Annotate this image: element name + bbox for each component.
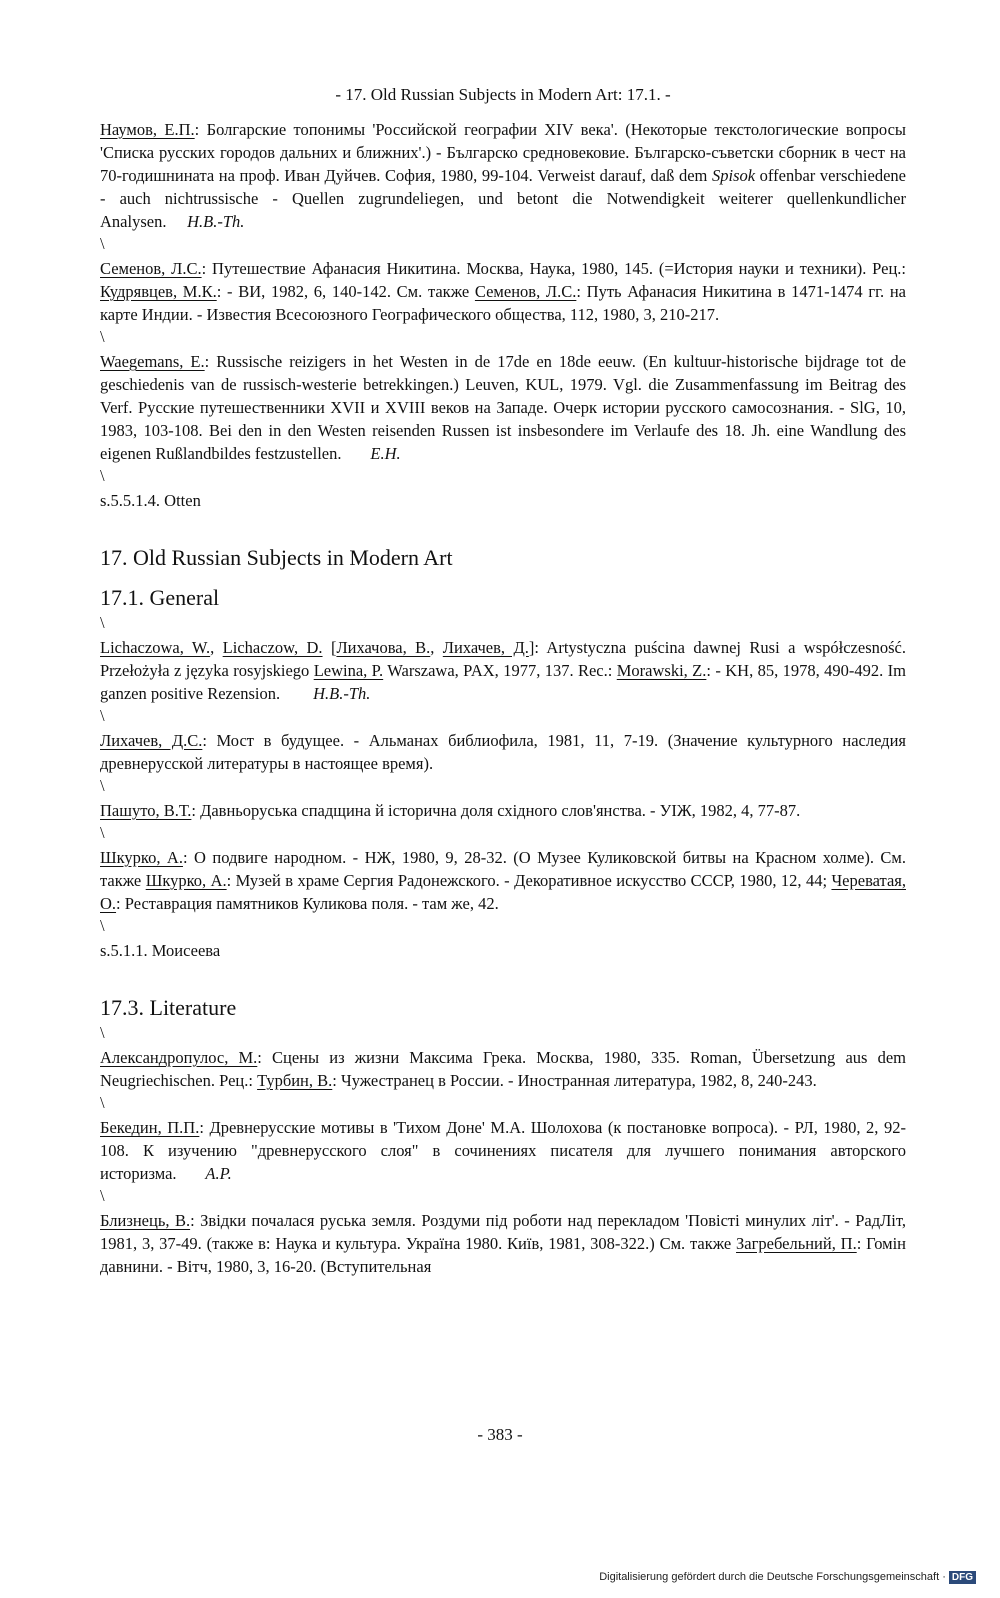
cross-reference[interactable]: s.5.1.1. Моисеева <box>100 941 221 960</box>
dfg-logo-icon: DFG <box>949 1571 976 1584</box>
entry-author[interactable]: Lichaczowa, W. <box>100 638 211 657</box>
bibliography-entry: Бекедин, П.П.: Древнерусские мотивы в 'Тихом Доне' М.А. Шолохова (к постановке вопроса). - РЛ, 1980, 2, 92-108. К изучению "древнерусского слоя" в сочинениях писателя для лучшего понимания авторского историзма. A.P. <box>100 1118 906 1183</box>
page-number: - 383 - <box>477 1425 523 1444</box>
cross-ref-author[interactable]: Morawski, Z. <box>616 661 707 680</box>
cross-ref-author[interactable]: Череватая, О. <box>100 871 906 913</box>
entry-separator: \ <box>100 234 105 253</box>
reviewer-initials: H.B.-Th. <box>187 212 245 231</box>
cross-reference[interactable]: s.5.5.1.4. Otten <box>100 491 201 510</box>
bibliography-entry: Семенов, Л.С.: Путешествие Афанасия Никитина. Москва, Наука, 1980, 145. (=История науки и техники). Рец.: Кудрявцев, М.К.: - ВИ, 1982, 6, 140-142. См. также Семенов, Л.С.: Путь Афанасия Никитина в 1471-1474 гг. на карте Индии. - Известия Всесоюзного Географического общества, 112, 1980, 3, 210-217. <box>100 259 906 324</box>
entry-separator: \ <box>100 1023 105 1042</box>
entry-separator: \ <box>100 1186 105 1205</box>
cross-ref-author[interactable]: Загребельний, П. <box>736 1234 857 1253</box>
cross-ref-author[interactable]: Кудрявцев, М.К. <box>100 282 217 301</box>
entry-separator: \ <box>100 613 105 632</box>
entry-author[interactable]: Бекедин, П.П. <box>100 1118 200 1137</box>
entry-separator: \ <box>100 466 105 485</box>
cross-ref-author[interactable]: Шкурко, А. <box>145 871 227 890</box>
entry-author[interactable]: Наумов, Е.П. <box>100 120 195 139</box>
bibliography-entry: Waegemans, E.: Russische reizigers in het Westen in de 17de en 18de eeuw. (En kultuur-historische bijdrage tot de geschiedenis van de russisch-westerie betrekkingen.) Leuven, KUL, 1979. Vgl. die Zusammenfassung im Beitrag des Verf. Русские путешественники XVII и XVIII веков на Западе. Очерк истории русского самосознания. - SlG, 10, 1983, 103-108. Bei den in den Westen reisenden Russen ist insbesondere im Verlaufe des 18. Jh. eine Wandlung des eigenen Rußlandbildes festzustellen. E.H. <box>100 352 906 463</box>
reviewer-initials: E.H. <box>370 444 401 463</box>
entry-separator: \ <box>100 823 105 842</box>
entry-separator: \ <box>100 706 105 725</box>
bibliography-entry: Lichaczowa, W., Lichaczow, D. [Лихачова, В., Лихачев, Д.]: Artystyczna puścina dawnej Rusi a współczesność. Przełożyła z języka rosyjskiego Lewina, P. Warszawa, PAX, 1977, 137. Rec.: Morawski, Z.: - KH, 85, 1978, 490-492. Im ganzen positive Rezension. H.B.-Th. <box>100 638 907 703</box>
page-body <box>100 84 906 1278</box>
entry-author[interactable]: Лихачев, Д. <box>442 638 529 657</box>
bibliography-entry: Лихачев, Д.С.: Мост в будущее. - Альманах библиофила, 1981, 11, 7-19. (Значение культурного наследия древнерусской литературы в настоящее время). <box>100 731 906 773</box>
subsection-heading: 17.1. General <box>100 585 220 610</box>
cross-ref-author[interactable]: Lewina, P. <box>313 661 384 680</box>
entry-author[interactable]: Лихачова, В. <box>336 638 431 657</box>
subsection-heading: 17.3. Literature <box>100 995 237 1020</box>
entry-author[interactable]: Lichaczow, D. <box>222 638 323 657</box>
cross-ref-author[interactable]: Семенов, Л.С. <box>474 282 577 301</box>
entry-author[interactable]: Waegemans, E. <box>100 352 205 371</box>
entry-separator: \ <box>100 776 105 795</box>
bibliography-entry: Шкурко, А.: О подвиге народном. - НЖ, 1980, 9, 28-32. (О Музее Куликовской битвы на Красном холме). См. также Шкурко, А.: Музей в храме Сергия Радонежского. - Декоративное искусство СССР, 1980, 12, 44; Череватая, О.: Реставрация памятников Куликова поля. - там же, 42. <box>100 848 906 913</box>
entry-author[interactable]: Близнець, В. <box>100 1211 191 1230</box>
entry-author[interactable]: Шкурко, А. <box>100 848 183 867</box>
section-heading: 17. Old Russian Subjects in Modern Art <box>100 545 453 570</box>
bibliography-entry: Пашуто, В.Т.: Давньоруська спадщина й історична доля східного слов'янства. - УІЖ, 1982, 4, 77-87. <box>100 801 801 820</box>
bibliography-entry: Александропулос, М.: Сцены из жизни Максима Грека. Москва, 1980, 335. Roman, Übersetzung aus dem Neugriechischen. Рец.: Турбин, В.: Чужестранец в России. - Иностранная литература, 1982, 8, 240-243. <box>100 1048 906 1090</box>
entry-author[interactable]: Семенов, Л.С. <box>100 259 202 278</box>
bibliography-entry: Близнець, В.: Звідки почалася руська земля. Роздуми під роботи над перекладом 'Повісті минулих літ'. - РадЛіт, 1981, 3, 37-49. (также в: Наука и культура. Україна 1980. Київ, 1981, 308-322.) См. также Загребельний, П.: Гомін давнини. - Вітч, 1980, 3, 16-20. (Вступительная <box>100 1211 906 1276</box>
entry-author[interactable]: Лихачев, Д.С. <box>100 731 203 750</box>
footer-credit: Digitalisierung gefördert durch die Deutsche Forschungsgemeinschaft · DFG <box>599 1570 976 1584</box>
cross-ref-author[interactable]: Турбин, В. <box>257 1071 333 1090</box>
entry-author[interactable]: Александропулос, М. <box>100 1048 258 1067</box>
reviewer-initials: A.P. <box>205 1164 232 1183</box>
entry-separator: \ <box>100 916 105 935</box>
running-head: - 17. Old Russian Subjects in Modern Art: 17.1. - <box>335 85 671 104</box>
entry-separator: \ <box>100 1093 105 1112</box>
entry-separator: \ <box>100 327 105 346</box>
entry-author[interactable]: Пашуто, В.Т. <box>100 801 192 820</box>
reviewer-initials: H.B.-Th. <box>313 684 371 703</box>
bibliography-entry: Наумов, Е.П.: Болгарские топонимы 'Российской географии XIV века'. (Некоторые текстологические вопросы 'Списка русских городов дальних и ближних'.) - Българско средновековие. Българско-съветски сборник в чест на 70-годишнината на проф. Иван Дуйчев. София, 1980, 99-104. Verweist darauf, daß dem Spisok offenbar verschiedene - auch nichtrussische - Quellen zugrundeliegen, und betont die Notwendigkeit weiterer quellenkundlicher Analysen. H.B.-Th. <box>100 120 906 231</box>
